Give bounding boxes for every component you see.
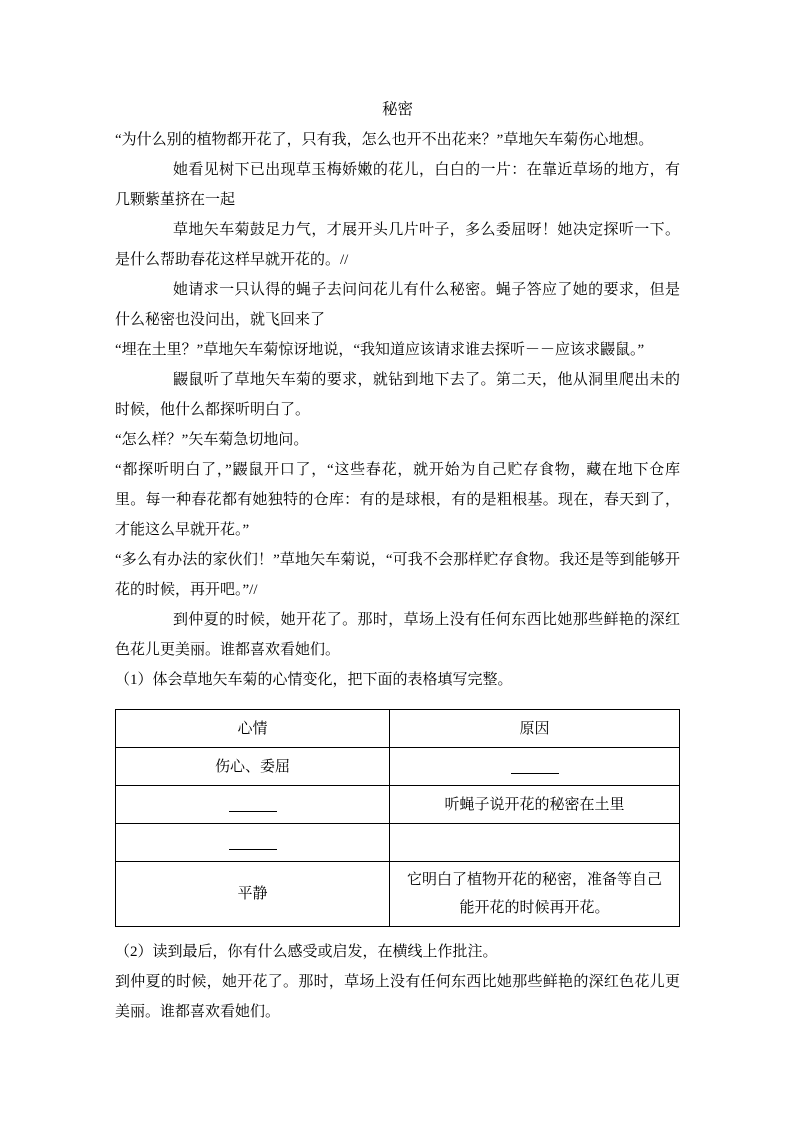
table-row — [116, 748, 680, 786]
blank-line — [229, 837, 277, 850]
story-paragraph: 她看见树下已出现草玉梅娇嫩的花儿，白白的一片：在靠近草场的地方，有几颗紫堇挤在一起 — [115, 162, 680, 208]
table-row — [116, 824, 680, 862]
blank-line — [229, 799, 277, 812]
mood-cell — [116, 786, 390, 824]
table-header-row — [116, 710, 680, 748]
story-paragraph: 草地矢车菊鼓足力气，才展开头几片叶子，多么委屈呀！她决定探听一下。是什么帮助春花这样早就开花的。// — [115, 222, 680, 268]
story-paragraph: “多么有办法的家伙们！”草地矢车菊说，“可我不会那样贮存食物。我还是等到能够开花的时候，再开吧。”// — [115, 552, 680, 598]
story-paragraph: 鼹鼠听了草地矢车菊的要求，就钻到地下去了。第二天，他从洞里爬出未的时候，他什么都探听明白了。 — [115, 372, 680, 418]
reason-cell — [390, 824, 680, 862]
table-header-mood: 心情 — [116, 710, 390, 748]
story-paragraph: “埋在土里？”草地矢车菊惊讶地说，“我知道应该请求谁去探听－－应该求鼹鼠。” — [115, 342, 645, 358]
question-1: （1）体会草地矢车菊的心情变化，把下面的表格填写完整。 — [115, 672, 513, 688]
mood-cell: 伤心、委屈 — [116, 748, 390, 786]
closing-paragraph: 到仲夏的时候，她开花了。那时，草场上没有任何东西比她那些鲜艳的深红色花儿更美丽。谁都喜欢看她们。 — [115, 974, 680, 1020]
table-row — [116, 862, 680, 927]
mood-reason-table — [115, 709, 680, 927]
reason-cell: 听蝇子说开花的秘密在土里 — [390, 786, 680, 824]
story-paragraph: “都探听明白了，”鼹鼠开口了，“这些春花，就开始为自己贮存食物，藏在地下仓库里。每一种春花都有她独特的仓库：有的是球根，有的是粗根基。现在，春天到了，才能这么早就开花。” — [115, 462, 680, 538]
mood-cell — [116, 824, 390, 862]
mood-reason-table-body — [116, 748, 680, 927]
blank-line — [511, 761, 559, 774]
table-header-reason: 原因 — [390, 710, 680, 748]
story-paragraph: 到仲夏的时候，她开花了。那时，草场上没有任何东西比她那些鲜艳的深红色花儿更美丽。谁都喜欢看她们。 — [115, 612, 680, 658]
question-2: （2）读到最后，你有什么感受或启发，在横线上作批注。 — [115, 944, 498, 960]
mood-cell: 平静 — [116, 862, 390, 927]
story-paragraphs — [115, 125, 680, 665]
reason-cell — [390, 748, 680, 786]
reason-cell: 它明白了植物开花的秘密，准备等自己能开花的时候再开花。 — [390, 862, 680, 927]
story-paragraph: “为什么别的植物都开花了，只有我，怎么也开不出花来？”草地矢车菊伤心地想。 — [115, 132, 654, 148]
table-row — [116, 786, 680, 824]
story-paragraph: “怎么样？”矢车菊急切地问。 — [115, 432, 309, 448]
document-title: 秘密 — [381, 101, 413, 118]
story-paragraph: 她请求一只认得的蝇子去问问花儿有什么秘密。蝇子答应了她的要求，但是什么秘密也没问出，就飞回来了 — [115, 282, 680, 328]
